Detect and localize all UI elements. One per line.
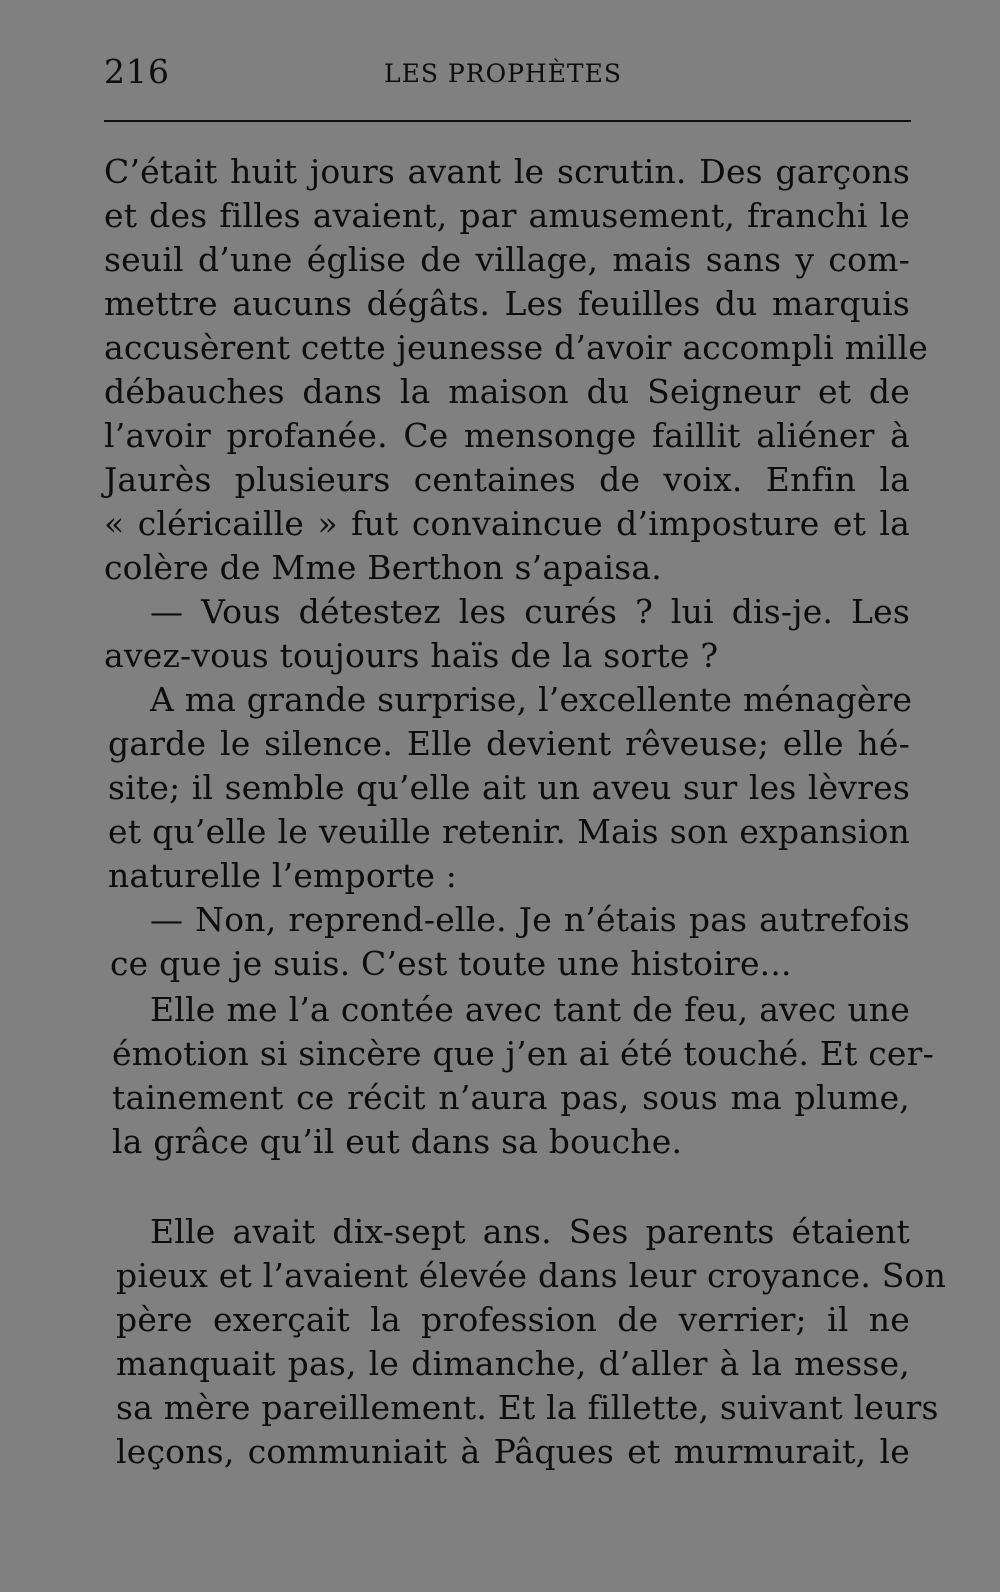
text-line: tainement ce récit n’aura pas, sous ma plume, — [112, 1078, 910, 1117]
text-line: manquait pas, le dimanche, d’aller à la messe, — [116, 1344, 910, 1383]
header-rule — [104, 120, 911, 122]
text-line: l’avoir profanée. Ce mensonge faillit aliéner à — [104, 416, 910, 455]
text-line: — Non, reprend-elle. Je n’étais pas autrefois — [150, 900, 910, 939]
running-head: LES PROPHÈTES — [384, 59, 622, 88]
text-line: Elle me l’a contée avec tant de feu, avec une — [150, 990, 910, 1029]
text-line: colère de Mme Berthon s’apaisa. — [104, 548, 662, 587]
text-line: seuil d’une église de village, mais sans y com- — [104, 240, 910, 279]
text-line: père exerçait la profession de verrier; il ne — [116, 1300, 910, 1339]
text-line: mettre aucuns dégâts. Les feuilles du marquis — [104, 284, 910, 323]
text-line: Elle avait dix-sept ans. Ses parents étaient — [150, 1212, 910, 1251]
text-line: et des filles avaient, par amusement, franchi le — [104, 196, 910, 235]
text-line: sa mère pareillement. Et la fillette, suivant leurs — [116, 1388, 939, 1427]
text-line: site; il semble qu’elle ait un aveu sur les lèvres — [108, 768, 910, 807]
text-line: et qu’elle le veuille retenir. Mais son expansion — [108, 812, 910, 851]
text-line: pieux et l’avaient élevée dans leur croyance. Son — [116, 1256, 947, 1295]
text-line: « cléricaille » fut convaincue d’imposture et la — [104, 504, 910, 543]
text-line: la grâce qu’il eut dans sa bouche. — [112, 1122, 683, 1161]
text-line: émotion si sincère que j’en ai été touché. Et cer- — [112, 1034, 934, 1073]
text-line: avez-vous toujours haïs de la sorte ? — [104, 636, 719, 675]
text-line: leçons, communiait à Pâques et murmurait, le — [116, 1432, 910, 1471]
text-line: A ma grande surprise, l’excellente ménagère — [150, 680, 913, 719]
page-header — [104, 52, 911, 102]
text-line: ce que je suis. C’est toute une histoire... — [110, 944, 792, 983]
page-number: 216 — [104, 52, 170, 91]
text-line: accusèrent cette jeunesse d’avoir accompli mille — [104, 328, 929, 367]
text-line: Jaurès plusieurs centaines de voix. Enfin la — [104, 460, 910, 499]
text-line: garde le silence. Elle devient rêveuse; elle hé- — [108, 724, 910, 763]
text-line: — Vous détestez les curés ? lui dis-je. Les — [150, 592, 910, 631]
text-line: débauches dans la maison du Seigneur et de — [104, 372, 910, 411]
text-line: naturelle l’emporte : — [108, 856, 458, 895]
text-line: C’était huit jours avant le scrutin. Des garçons — [104, 152, 910, 191]
